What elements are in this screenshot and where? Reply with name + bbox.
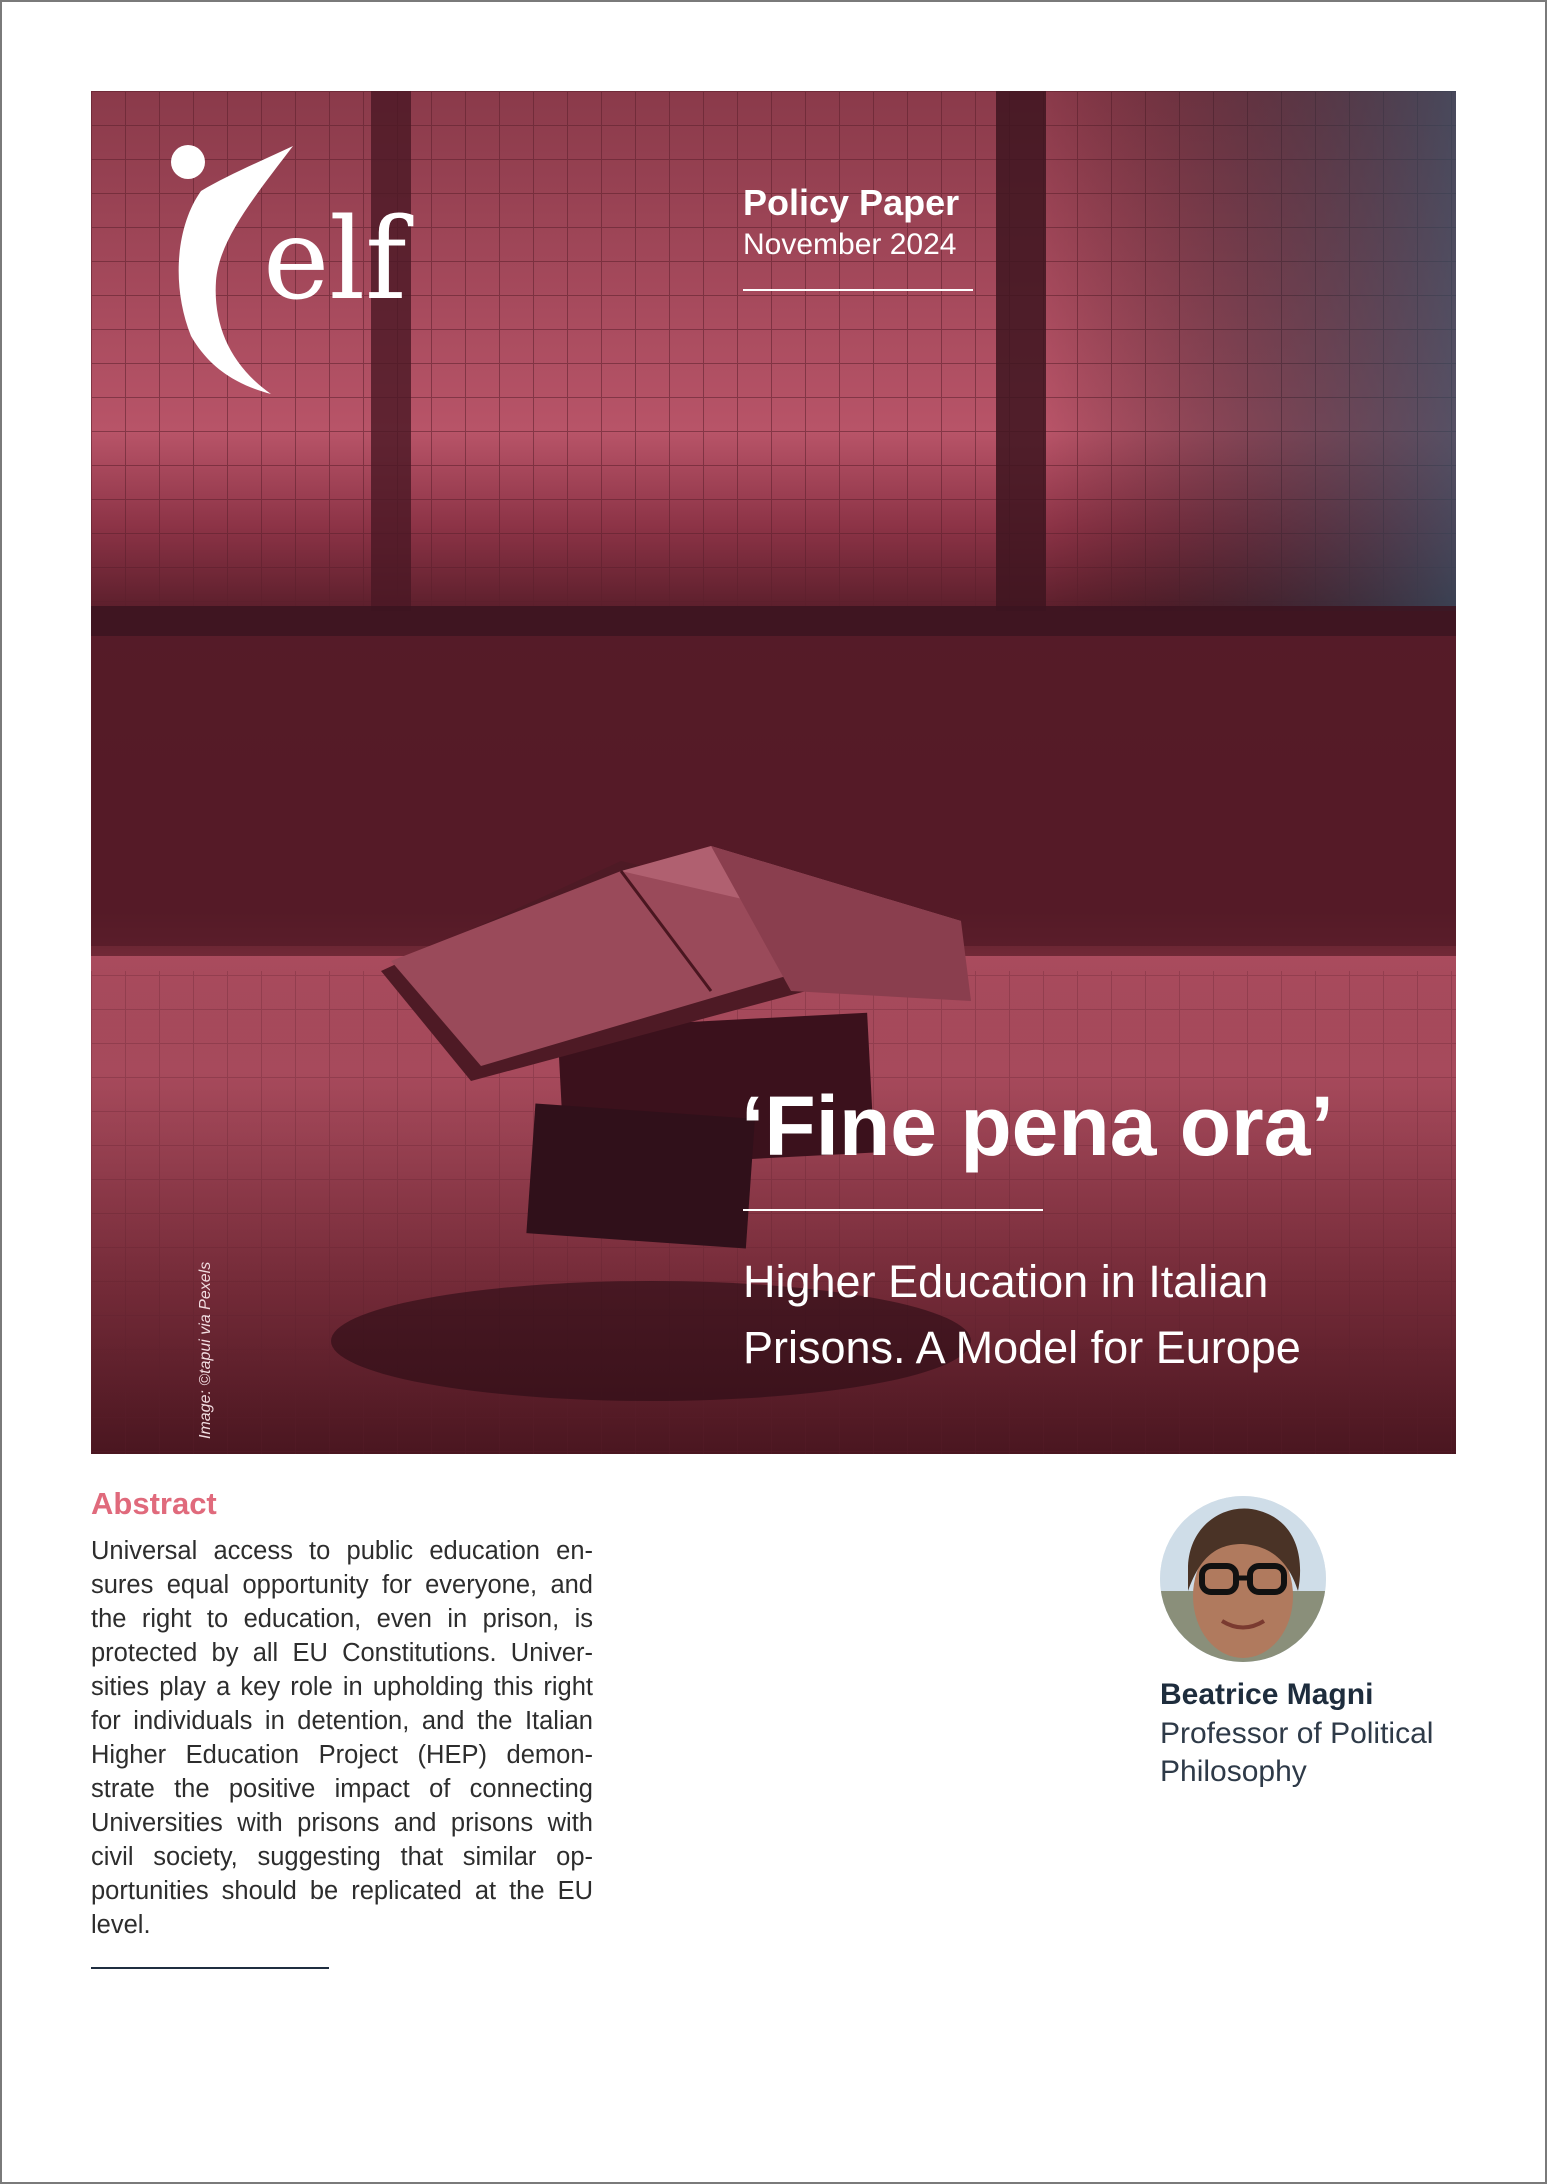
abstract-text: Universal access to public education ensures equal opportunity for everyone, and the right to education, even in prison, is protected by all EU Constitutions. Universities play a key role in upholding this right for individuals in detention, and the Italian Higher Education Project (HEP) demonstrate the positive impact of connecting Universities with prisons and prisons with civil society, suggesting that similar opportunities should be replicated at the EU level. bbox=[91, 1537, 593, 1939]
image-credit: Image: ©tapui via Pexels bbox=[197, 1261, 214, 1439]
abstract-heading: Abstract bbox=[91, 1486, 217, 1521]
author-role: Professor of Political Philosophy bbox=[1160, 1717, 1434, 1788]
publication-date: November 2024 bbox=[743, 228, 957, 261]
elf-logo bbox=[171, 136, 441, 401]
paper-subtitle: Higher Education in Italian Prisons. A Model for Europe bbox=[743, 1256, 1301, 1373]
series-label: Policy Paper bbox=[743, 182, 960, 223]
header-divider bbox=[743, 289, 973, 291]
title-divider bbox=[743, 1209, 1043, 1211]
publication-info bbox=[743, 181, 973, 291]
paper-title: ‘Fine pena ora’ bbox=[741, 1079, 1334, 1173]
elf-logo-icon bbox=[171, 136, 441, 396]
abstract-divider bbox=[91, 1967, 329, 1969]
elf-logo-text: elf bbox=[263, 195, 407, 325]
author-portrait bbox=[1160, 1496, 1326, 1662]
author-avatar bbox=[1160, 1496, 1326, 1662]
author-name: Beatrice Magni bbox=[1160, 1678, 1374, 1711]
